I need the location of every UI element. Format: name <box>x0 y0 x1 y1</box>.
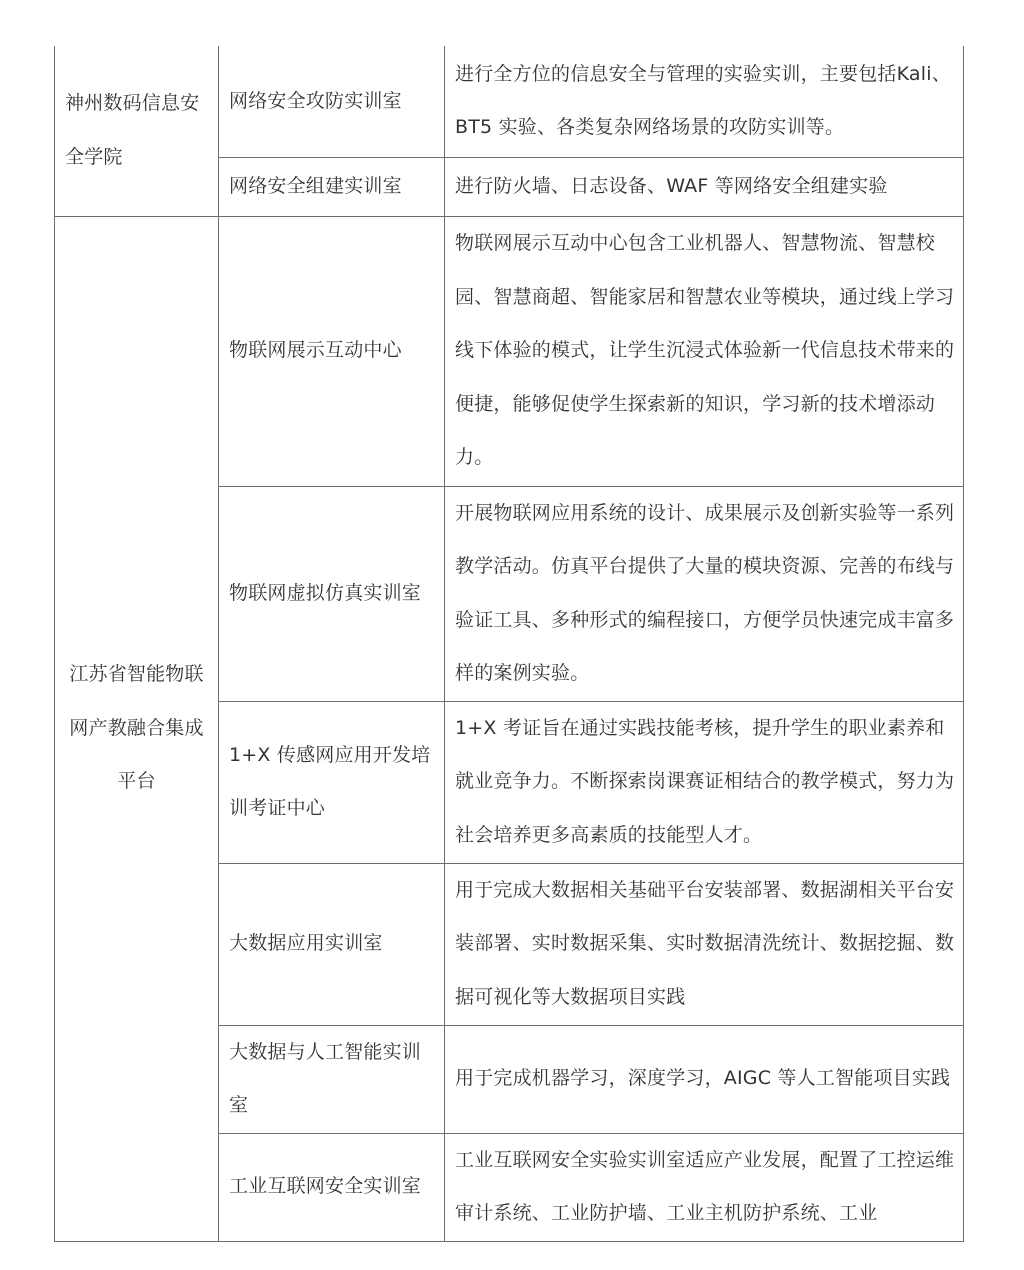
lab-name-cell <box>219 1133 445 1241</box>
table-row <box>55 216 964 486</box>
lab-name: 网络安全组建实训室 <box>229 174 402 197</box>
lab-name-cell <box>219 216 445 486</box>
lab-description: 1+X 考证旨在通过实践技能考核，提升学生的职业素养和就业竞争力。不断探索岗课赛证相结合的教学模式，努力为社会培养更多高素质的技能型人才。 <box>455 716 955 846</box>
description-cell <box>445 863 964 1025</box>
lab-name-cell <box>219 701 445 863</box>
lab-name: 大数据应用实训室 <box>229 932 383 955</box>
lab-name: 物联网虚拟仿真实训室 <box>229 581 422 604</box>
description-cell <box>445 157 964 216</box>
lab-description: 物联网展示互动中心包含工业机器人、智慧物流、智慧校园、智慧商超、智能家居和智慧农业等模块，通过线上学习线下体验的模式，让学生沉浸式体验新一代信息技术带来的便捷，能够促使学生探索新的知识，学习新的技术增添动力。 <box>455 232 955 469</box>
lab-name-cell <box>219 46 445 157</box>
institution-name: 江苏省智能物联网产教融合集成平台 <box>69 663 204 793</box>
description-cell <box>445 701 964 863</box>
lab-description: 进行防火墙、日志设备、WAF 等网络安全组建实验 <box>455 174 888 197</box>
institution-cell <box>55 46 219 216</box>
lab-name: 大数据与人工智能实训室 <box>229 1040 422 1116</box>
lab-name-cell <box>219 863 445 1025</box>
lab-name: 网络安全攻防实训室 <box>229 89 402 112</box>
lab-name-cell <box>219 157 445 216</box>
lab-name: 工业互联网安全实训室 <box>229 1175 422 1198</box>
description-cell <box>445 1025 964 1133</box>
lab-description: 工业互联网安全实验实训室适应产业发展，配置了工控运维审计系统、工业防护墙、工业主机防护系统、工业 <box>455 1148 955 1224</box>
institution-name: 神州数码信息安全学院 <box>65 92 200 168</box>
institution-cell <box>55 216 219 1241</box>
lab-name: 物联网展示互动中心 <box>229 339 402 362</box>
lab-description: 用于完成大数据相关基础平台安装部署、数据湖相关平台安装部署、实时数据采集、实时数据清洗统计、数据挖掘、数据可视化等大数据项目实践 <box>455 878 955 1008</box>
lab-name-cell <box>219 486 445 701</box>
lab-table <box>54 46 964 1242</box>
lab-description: 进行全方位的信息安全与管理的实验实训，主要包括Kali、BT5 实验、各类复杂网络场景的攻防实训等。 <box>455 62 951 139</box>
description-cell <box>445 1133 964 1241</box>
description-cell <box>445 486 964 701</box>
lab-description: 开展物联网应用系统的设计、成果展示及创新实验等一系列教学活动。仿真平台提供了大量的模块资源、完善的布线与验证工具、多种形式的编程接口，方便学员快速完成丰富多样的案例实验。 <box>455 501 955 684</box>
description-cell <box>445 216 964 486</box>
description-cell <box>445 46 964 157</box>
lab-name: 1+X 传感网应用开发培训考证中心 <box>229 743 431 819</box>
table-row <box>55 46 964 157</box>
lab-name-cell <box>219 1025 445 1133</box>
lab-description: 用于完成机器学习，深度学习，AIGC 等人工智能项目实践 <box>455 1067 951 1090</box>
